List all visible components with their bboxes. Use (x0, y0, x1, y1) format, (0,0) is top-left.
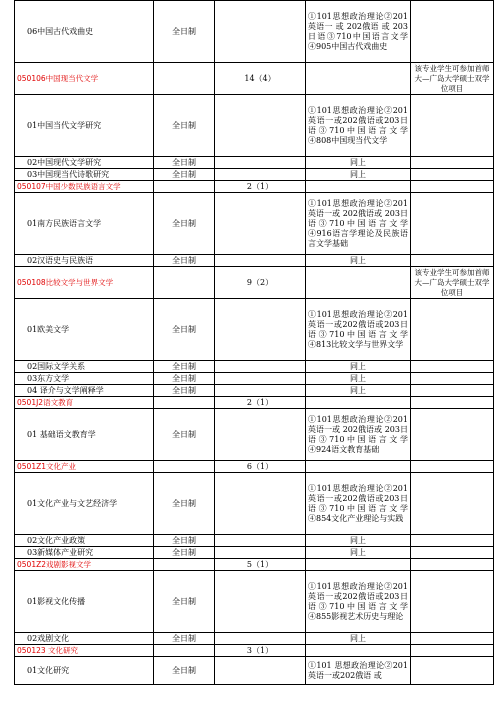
exam-subjects: 同上 (306, 361, 411, 373)
major-row (15, 461, 494, 473)
exam-subjects: ①101 思想政治理论②201英语一或202俄语 或 (306, 657, 411, 685)
empty-cell (306, 461, 411, 473)
direction-row (15, 255, 494, 267)
note-cell (411, 385, 494, 397)
major-row (15, 181, 494, 193)
empty-cell (154, 397, 215, 409)
note-cell (411, 571, 494, 633)
exam-subjects: 同上 (306, 373, 411, 385)
enrollment-count: 3（1） (215, 645, 306, 657)
exam-subjects: ①101思想政治理论②201英语一或 202俄语或 203日语③710中国语言文学④916语言学理论及民族语言文学基础 (306, 193, 411, 255)
direction-name: 06中国古代戏曲史 (15, 1, 154, 63)
major-row (15, 397, 494, 409)
exam-subjects: ①101思想政治理论②201英语一或202俄语或203日语③710中国语言文学④813比较文学与世界文学 (306, 299, 411, 361)
direction-name: 02戏剧文化 (15, 633, 154, 645)
direction-row (15, 299, 494, 361)
empty-cell (215, 633, 306, 645)
empty-cell (215, 473, 306, 535)
direction-name: 01文化研究 (15, 657, 154, 685)
direction-name: 03东方文学 (15, 373, 154, 385)
study-mode: 全日制 (154, 361, 215, 373)
note-cell (411, 1, 494, 63)
empty-cell (306, 645, 411, 657)
study-mode: 全日制 (154, 1, 215, 63)
note-cell (411, 181, 494, 193)
empty-cell (154, 559, 215, 571)
direction-row (15, 193, 494, 255)
enrollment-count: 5（1） (215, 559, 306, 571)
note-cell (411, 299, 494, 361)
direction-row (15, 633, 494, 645)
empty-cell (306, 63, 411, 95)
note-cell (411, 373, 494, 385)
exam-subjects: ①101思想政治理论②201英语一或202俄语或203日语③710中国语言文学④855影视艺术历史与理论 (306, 571, 411, 633)
note-cell (411, 409, 494, 461)
major-name: 050123 文化研究 (15, 645, 154, 657)
exam-subjects: 同上 (306, 547, 411, 559)
direction-row (15, 473, 494, 535)
direction-row (15, 535, 494, 547)
direction-row (15, 385, 494, 397)
empty-cell (215, 409, 306, 461)
direction-row (15, 571, 494, 633)
study-mode: 全日制 (154, 473, 215, 535)
note-cell (411, 193, 494, 255)
direction-row (15, 373, 494, 385)
direction-name: 04 译介与文学阐释学 (15, 385, 154, 397)
exam-subjects: 同上 (306, 169, 411, 181)
note-cell (411, 157, 494, 169)
direction-row (15, 361, 494, 373)
program-table (14, 0, 494, 685)
note-cell (411, 645, 494, 657)
exam-subjects: 同上 (306, 385, 411, 397)
study-mode: 全日制 (154, 169, 215, 181)
major-name: 050106中国现当代文学 (15, 63, 154, 95)
study-mode: 全日制 (154, 157, 215, 169)
note-cell (411, 473, 494, 535)
note-cell (411, 559, 494, 571)
note-cell (411, 63, 494, 95)
direction-row (15, 547, 494, 559)
empty-cell (215, 299, 306, 361)
direction-name: 03中国现当代诗歌研究 (15, 169, 154, 181)
study-mode: 全日制 (154, 385, 215, 397)
direction-name: 02文化产业政策 (15, 535, 154, 547)
exam-subjects: 同上 (306, 255, 411, 267)
study-mode: 全日制 (154, 373, 215, 385)
enrollment-count: 2（1） (215, 181, 306, 193)
empty-cell (215, 571, 306, 633)
empty-cell (215, 1, 306, 63)
direction-name: 02国际文学关系 (15, 361, 154, 373)
note-cell (411, 461, 494, 473)
direction-name: 01中国当代文学研究 (15, 95, 154, 157)
major-name: 050107中国少数民族语言文学 (15, 181, 154, 193)
note-cell (411, 657, 494, 685)
major-name: 0501Z2戏剧影视文学 (15, 559, 154, 571)
exam-subjects: ①101思想政治理论②201英语一或 202俄语或 203日语③710中国语言文学④924语文教育基础 (306, 409, 411, 461)
direction-name: 01文化产业与文艺经济学 (15, 473, 154, 535)
study-mode: 全日制 (154, 95, 215, 157)
study-mode: 全日制 (154, 633, 215, 645)
exam-subjects: ①101思想政治理论②201英语一或202俄语或203日语③710中国语言文学④854文化产业理论与实践 (306, 473, 411, 535)
empty-cell (215, 193, 306, 255)
empty-cell (215, 547, 306, 559)
direction-name: 01影视文化传播 (15, 571, 154, 633)
enrollment-count: 6（1） (215, 461, 306, 473)
empty-cell (154, 267, 215, 299)
direction-row (15, 409, 494, 461)
exam-subjects: ①101思想政治理论②201英语一 或 202俄语 或 203日语③710中国语言文学④905中国古代戏曲史 (306, 1, 411, 63)
direction-name: 01欧美文学 (15, 299, 154, 361)
empty-cell (215, 657, 306, 685)
empty-cell (215, 95, 306, 157)
direction-name: 03新媒体产业研究 (15, 547, 154, 559)
empty-cell (215, 535, 306, 547)
empty-cell (306, 559, 411, 571)
study-mode: 全日制 (154, 409, 215, 461)
direction-name: 02汉语史与民族语 (15, 255, 154, 267)
direction-row (15, 169, 494, 181)
note-cell (411, 95, 494, 157)
direction-name: 01南方民族语言文学 (15, 193, 154, 255)
major-row (15, 559, 494, 571)
major-name: 0501Z1文化产业 (15, 461, 154, 473)
empty-cell (306, 181, 411, 193)
direction-name: 02中国现代文学研究 (15, 157, 154, 169)
study-mode: 全日制 (154, 193, 215, 255)
study-mode: 全日制 (154, 571, 215, 633)
major-row (15, 645, 494, 657)
empty-cell (306, 397, 411, 409)
note-cell (411, 169, 494, 181)
note-cell (411, 397, 494, 409)
enrollment-count: 9（2） (215, 267, 306, 299)
major-name: 050108比较文学与世界文学 (15, 267, 154, 299)
note-cell (411, 547, 494, 559)
major-row (15, 63, 494, 95)
note-cell (411, 255, 494, 267)
study-mode: 全日制 (154, 255, 215, 267)
empty-cell (215, 157, 306, 169)
empty-cell (154, 63, 215, 95)
note-cell (411, 361, 494, 373)
empty-cell (215, 385, 306, 397)
note-text: 该专业学生可参加首师大—广岛大学硕士双学位项目 (414, 63, 490, 93)
exam-subjects: 同上 (306, 535, 411, 547)
direction-row (15, 657, 494, 685)
note-cell (411, 267, 494, 299)
major-row (15, 267, 494, 299)
note-cell (411, 535, 494, 547)
exam-subjects: 同上 (306, 633, 411, 645)
note-text: 该专业学生可参加首师大—广岛大学硕士双学位项目 (414, 267, 490, 297)
major-name: 0501J2语文教育 (15, 397, 154, 409)
direction-row (15, 95, 494, 157)
direction-row (15, 1, 494, 63)
empty-cell (215, 373, 306, 385)
direction-row (15, 157, 494, 169)
study-mode: 全日制 (154, 547, 215, 559)
study-mode: 全日制 (154, 299, 215, 361)
empty-cell (154, 181, 215, 193)
empty-cell (306, 267, 411, 299)
empty-cell (215, 169, 306, 181)
note-cell (411, 633, 494, 645)
empty-cell (154, 645, 215, 657)
study-mode: 全日制 (154, 535, 215, 547)
exam-subjects: ①101思想政治理论②201英语一或202俄语或203日语③710中国语言文学④808中国现当代文学 (306, 95, 411, 157)
empty-cell (215, 255, 306, 267)
enrollment-count: 2（1） (215, 397, 306, 409)
study-mode: 全日制 (154, 657, 215, 685)
exam-subjects: 同上 (306, 157, 411, 169)
empty-cell (215, 361, 306, 373)
enrollment-count: 14（4） (215, 63, 306, 95)
empty-cell (154, 461, 215, 473)
direction-name: 01 基础语文教育学 (15, 409, 154, 461)
